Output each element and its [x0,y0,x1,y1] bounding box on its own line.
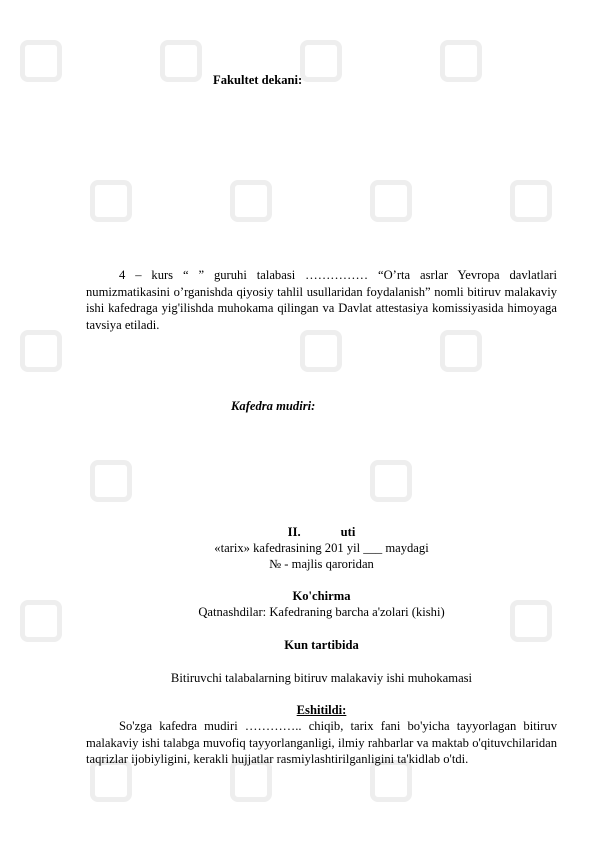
minutes-heading [86,524,557,541]
department-head-signature-label: Kafedra mudiri: [231,399,316,413]
watermark-mark [20,40,62,82]
agenda-item: Bitiruvchi talabalarning bitiruv malakaviy ishi muhokamasi [170,671,473,685]
watermark-mark [20,330,62,372]
watermark-mark [370,460,412,502]
watermark-mark [440,40,482,82]
department-line: «tarix» kafedrasining 201 yil ___ maydagi [214,541,429,555]
watermark-mark [90,180,132,222]
minutes-heading-left: II. [287,525,301,539]
extract-heading: Ko'chirma [292,589,351,603]
attendees-line: Qatnashdilar: Kafedraning barcha a'zolari (kishi) [198,605,445,619]
watermark-mark [20,600,62,642]
watermark-mark [160,40,202,82]
watermark-mark [300,330,342,372]
watermark-mark [90,460,132,502]
agenda-heading: Kun tartibida [284,638,359,652]
meeting-number-line: № - majlis qaroridan [269,557,374,571]
watermark-mark [440,330,482,372]
watermark-mark [510,180,552,222]
heard-heading: Eshitildi: [296,703,347,717]
watermark-mark [300,40,342,82]
dean-signature-label: Fakultet dekani: [213,73,303,87]
heard-paragraph: So'zga kafedra mudiri ………….. chiqib, tarix fani bo'yicha tayyorlagan bitiruv malakaviy ishi talabga muvofiq tayyorlanganligi, ilmiy rahbarlar va maktab o'qituvchilaridan taqrizlar ijobiyligini, kerakli hujjatlar rasmiylashtirilganligini ta'kidlab o'tdi. [86,719,557,767]
watermark-mark [370,180,412,222]
recommendation-paragraph: 4 – kurs “ ” guruhi talabasi …………… “O’rta asrlar Yevropa davlatlari numizmatikasini o’rganishda qiyosiy tahlil usullaridan foydalanish” nomli bitiruv malakaviy ishi kafedraga yig'ilishda muhokama qilingan va Davlat attestasiya komissiyasida himoyaga tavsiya etiladi. [86,268,557,332]
minutes-heading-right: uti [340,525,356,539]
watermark-mark [230,180,272,222]
